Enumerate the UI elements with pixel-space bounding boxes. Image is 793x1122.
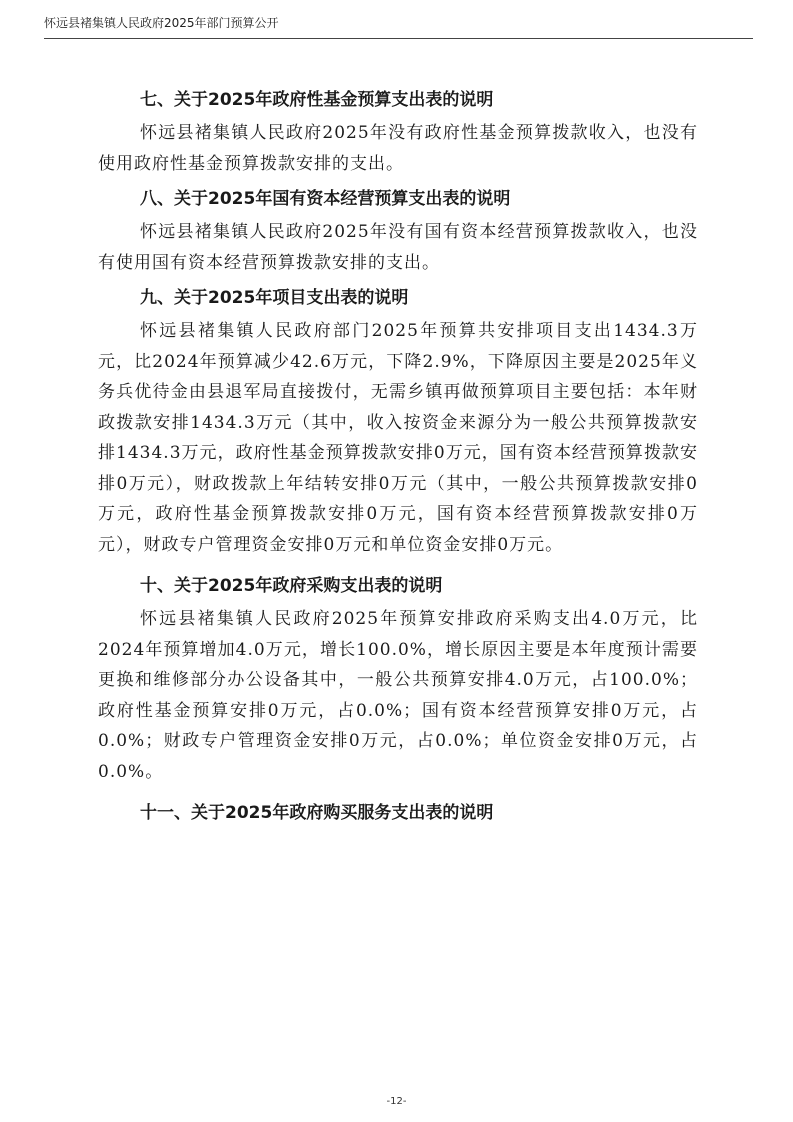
section-heading-8: 八、关于2025年国有资本经营预算支出表的说明	[140, 189, 511, 209]
section-paragraph-8: 怀远县褚集镇人民政府2025年没有国有资本经营预算拨款收入，也没有使用国有资本经营预算拨款安排的支出。	[98, 222, 698, 273]
document-body	[98, 82, 698, 831]
section-paragraph-7: 怀远县褚集镇人民政府2025年没有政府性基金预算拨款收入，也没有使用政府性基金预算拨款安排的支出。	[98, 123, 698, 174]
section-heading-9: 九、关于2025年项目支出表的说明	[140, 288, 409, 308]
section-heading-10: 十、关于2025年政府采购支出表的说明	[140, 576, 443, 596]
page-number: -12-	[386, 1096, 407, 1107]
section-heading-11: 十一、关于2025年政府购买服务支出表的说明	[140, 803, 494, 823]
header-divider	[44, 38, 753, 39]
section-paragraph-10: 怀远县褚集镇人民政府2025年预算安排政府采购支出4.0万元，比2024年预算增加4.0万元，增长100.0%，增长原因主要是本年度预计需要更换和维修部分办公设备其中，一般公共预算安排4.0万元，占100.0%；政府性基金预算安排0万元，占0.0%；国有资本经营预算安排0万元，占0.0%；财政专户管理资金安排0万元，占0.0%；单位资金安排0万元，占0.0%。	[98, 609, 698, 782]
section-paragraph-9: 怀远县褚集镇人民政府部门2025年预算共安排项目支出1434.3万元，比2024年预算减少42.6万元，下降2.9%，下降原因主要是2025年义务兵优待金由县退军局直接拨付，无需乡镇再做预算项目主要包括：本年财政拨款安排1434.3万元（其中，收入按资金来源分为一般公共预算拨款安排1434.3万元，政府性基金预算拨款安排0万元，国有资本经营预算拨款安排0万元），财政拨款上年结转安排0万元（其中，一般公共预算拨款安排0万元，政府性基金预算拨款安排0万元，国有资本经营预算拨款安排0万元），财政专户管理资金安排0万元和单位资金安排0万元。	[98, 321, 698, 555]
document-header-title: 怀远县褚集镇人民政府2025年部门预算公开	[44, 16, 279, 30]
section-heading-7: 七、关于2025年政府性基金预算支出表的说明	[140, 90, 494, 110]
